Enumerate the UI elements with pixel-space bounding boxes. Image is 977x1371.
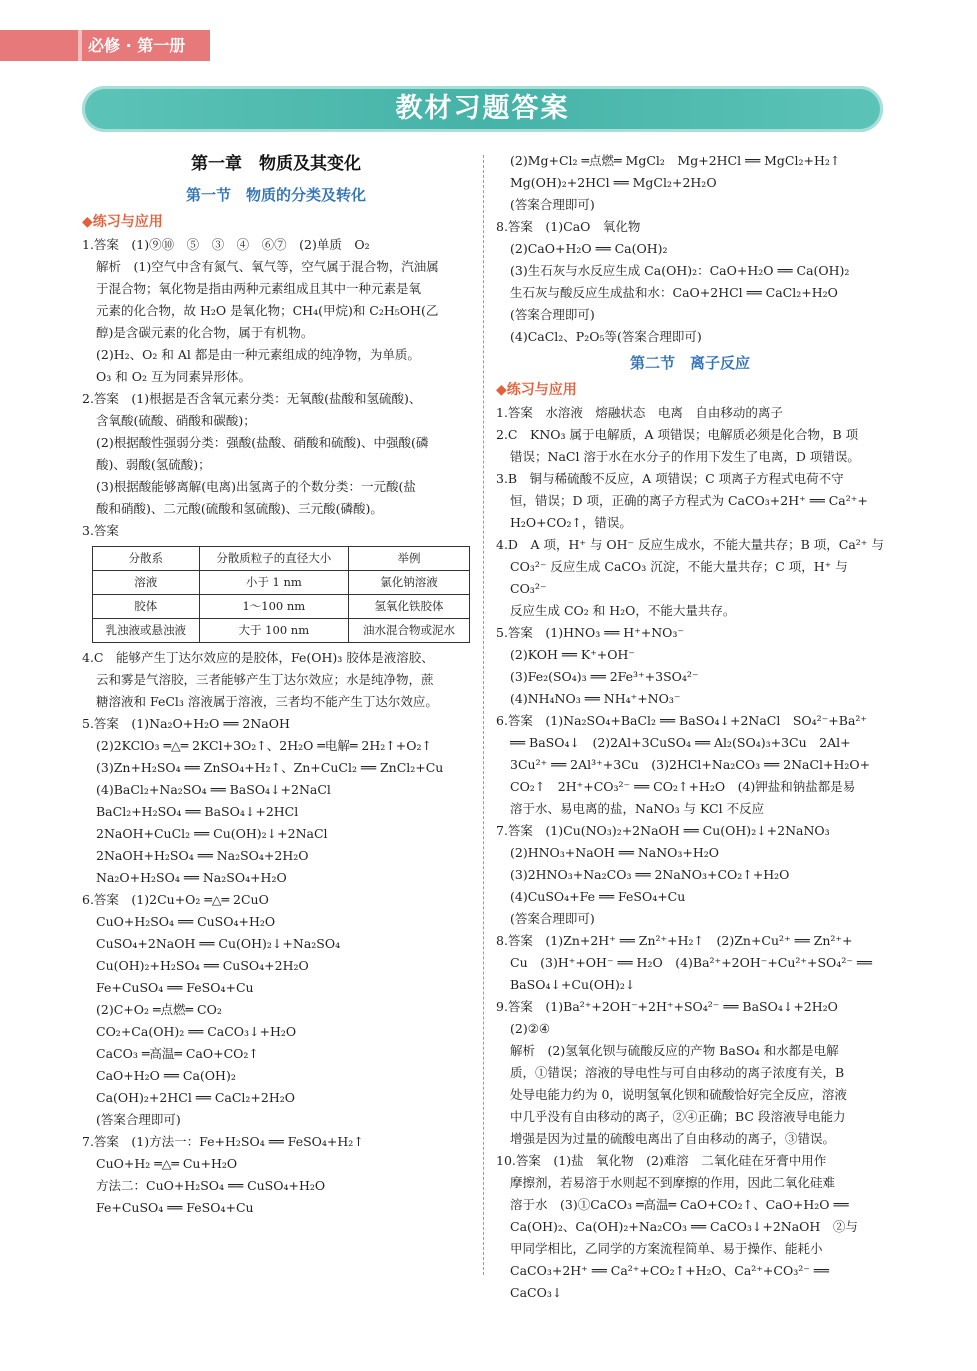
book-tag-text: 必修 · 第一册 xyxy=(88,36,186,55)
answer-line: 增强是因为过量的硫酸电离出了自由移动的离子，③错误。 xyxy=(510,1131,836,1146)
answer-line: H₂O+CO₂↑，错误。 xyxy=(510,515,632,530)
table-cell: 分散质粒子的直径大小 xyxy=(199,547,349,571)
answer-line: 5.答案 (1)HNO₃ ══ H⁺+NO₃⁻ xyxy=(496,625,684,640)
table-row xyxy=(93,571,470,595)
answer-line: 9.答案 (1)Ba²⁺+2OH⁻+2H⁺+SO₄²⁻ ══ BaSO₄↓+2H₂O xyxy=(496,999,838,1014)
answer-line: (2)HNO₃+NaOH ══ NaNO₃+H₂O xyxy=(510,845,720,860)
answer-line: 反应生成 CO₂ 和 H₂O，不能大量共存。 xyxy=(510,603,736,618)
q5-line: 2NaOH+CuCl₂ ══ Cu(OH)₂↓+2NaCl xyxy=(96,826,328,841)
banner-title: 教材习题答案 xyxy=(395,93,570,124)
q8-line: (答案合理即可) xyxy=(510,307,595,322)
dispersion-table xyxy=(92,546,470,643)
answer-line: Cu (3)H⁺+OH⁻ ══ H₂O (4)Ba²⁺+2OH⁻+Cu²⁺+SO₄²⁻ ══ xyxy=(510,955,872,970)
q7-line: 方法二：CuO+H₂SO₄ ══ CuSO₄+H₂O xyxy=(96,1178,326,1193)
table-row xyxy=(93,547,470,571)
answer-line: (2)KOH ══ K⁺+OH⁻ xyxy=(510,647,636,662)
q8-answer: 8.答案 (1)CaO 氧化物 xyxy=(496,219,641,234)
answer-line: 4.D A 项，H⁺ 与 OH⁻ 反应生成水，不能大量共存；B 项，Ca²⁺ 与 xyxy=(496,537,884,552)
table-cell: 大于 100 nm xyxy=(199,619,349,643)
answer-line: (答案合理即可) xyxy=(510,911,595,926)
q5-line: 2NaOH+H₂SO₄ ══ Na₂SO₄+2H₂O xyxy=(96,848,309,863)
chapter-title: 第一章 物质及其变化 xyxy=(191,154,361,174)
answer-line: 溶于水、易电离的盐，NaNO₃ 与 KCl 不反应 xyxy=(510,801,765,816)
practice-heading-2: ◆练习与应用 xyxy=(496,382,577,398)
answer-line: 中几乎没有自由移动的离子，②④正确；BC 段溶液导电能力 xyxy=(510,1109,846,1124)
table-cell: 溶液 xyxy=(93,571,200,595)
q6-line: CaCO₃ ═高温═ CaO+CO₂↑ xyxy=(96,1046,259,1061)
q8-line: (3)生石灰与水反应生成 Ca(OH)₂：CaO+H₂O ══ Ca(OH)₂ xyxy=(510,263,850,278)
answer-line: 甲同学相比，乙同学的方案流程简单、易于操作、能耗小 xyxy=(510,1241,823,1256)
table-cell: 分散系 xyxy=(93,547,200,571)
q6-line: CuO+H₂SO₄ ══ CuSO₄+H₂O xyxy=(96,914,276,929)
q2-line: 含氧酸(硫酸、硝酸和碳酸)； xyxy=(96,413,256,428)
answer-line: CO₃²⁻ 反应生成 CaCO₃ 沉淀，不能大量共存；C 项，H⁺ 与 CO₃²⁻ xyxy=(510,559,848,596)
q1-answer: 1.答案 (1)⑨⑩ ⑤ ③ ④ ⑥⑦ (2)单质 O₂ xyxy=(82,237,370,252)
section-title-2: 第二节 离子反应 xyxy=(629,354,750,372)
right-column xyxy=(496,150,884,1304)
answer-line: 3Cu²⁺ ══ 2Al³⁺+3Cu (3)2HCl+Na₂CO₃ ══ 2NaCl+H₂O+ xyxy=(510,757,871,772)
q2-answer: 2.答案 (1)根据是否含氧元素分类：无氧酸(盐酸和氢硫酸)、 xyxy=(82,391,422,406)
q3-answer: 3.答案 xyxy=(82,523,119,538)
q5-line: (2)2KClO₃ ═△═ 2KCl+3O₂↑、2H₂O ═电解═ 2H₂↑+O₂↑ xyxy=(96,738,432,753)
answer-line: 3.B 铜与稀硫酸不反应，A 项错误；C 项离子方程式电荷不守 xyxy=(496,471,844,486)
left-column xyxy=(82,150,470,1219)
q5-line: BaCl₂+H₂SO₄ ══ BaSO₄↓+2HCl xyxy=(96,804,299,819)
q6-line: CuSO₄+2NaOH ══ Cu(OH)₂↓+Na₂SO₄ xyxy=(96,936,341,951)
table-cell: 1～100 nm xyxy=(199,595,349,619)
table-cell: 小于 1 nm xyxy=(199,571,349,595)
answer-line: 解析 (2)氢氧化钡与硫酸反应的产物 BaSO₄ 和水都是电解 xyxy=(510,1043,839,1058)
q6-line: (2)C+O₂ ═点燃═ CO₂ xyxy=(96,1002,222,1017)
answer-line: 溶于水 (3)①CaCO₃ ═高温═ CaO+CO₂↑、CaO+H₂O ══ xyxy=(510,1197,849,1212)
q5-line: (3)Zn+H₂SO₄ ══ ZnSO₄+H₂↑、Zn+CuCl₂ ══ ZnCl₂+Cu xyxy=(96,760,444,775)
q8-line: (2)CaO+H₂O ══ Ca(OH)₂ xyxy=(510,241,668,256)
q2-line: (3)根据酸能够离解(电离)出氢离子的个数分类：一元酸(盐 xyxy=(96,479,416,494)
q5-line: Na₂O+H₂SO₄ ══ Na₂SO₄+H₂O xyxy=(96,870,287,885)
q6-line: Fe+CuSO₄ ══ FeSO₄+Cu xyxy=(96,980,254,995)
answer-line: 错误；NaCl 溶于水在水分子的作用下发生了电离，D 项错误。 xyxy=(510,449,860,464)
q7-line: Fe+CuSO₄ ══ FeSO₄+Cu xyxy=(96,1200,254,1215)
q6-line: CaO+H₂O ══ Ca(OH)₂ xyxy=(96,1068,236,1083)
answer-line: 1.答案 水溶液 熔融状态 电离 自由移动的离子 xyxy=(496,405,783,420)
q7-line: CuO+H₂ ═△═ Cu+H₂O xyxy=(96,1156,238,1171)
q6-answer: 6.答案 (1)2Cu+O₂ ═△═ 2CuO xyxy=(82,892,269,907)
q4-answer: 4.C 能够产生丁达尔效应的是胶体，Fe(OH)₃ 胶体是液溶胶、 xyxy=(82,650,434,665)
answer-line: (3)Fe₂(SO₄)₃ ══ 2Fe³⁺+3SO₄²⁻ xyxy=(510,669,699,684)
answer-line: 6.答案 (1)Na₂SO₄+BaCl₂ ══ BaSO₄↓+2NaCl SO₄²⁻+Ba²⁺ xyxy=(496,713,868,728)
q6-line: Ca(OH)₂+2HCl ══ CaCl₂+2H₂O xyxy=(96,1090,295,1105)
answer-line: ══ BaSO₄↓ (2)2Al+3CuSO₄ ══ Al₂(SO₄)₃+3Cu 2Al+ xyxy=(510,735,851,750)
q4-line: 云和雾是气溶胶，三者能够产生丁达尔效应；水是纯净物，蔗 xyxy=(96,672,434,687)
answer-line: 质，①错误；溶液的导电性与可自由移动的离子浓度有关，B xyxy=(510,1065,845,1080)
q6-line: Cu(OH)₂+H₂SO₄ ══ CuSO₄+2H₂O xyxy=(96,958,309,973)
answer-line: (4)CuSO₄+Fe ══ FeSO₄+Cu xyxy=(510,889,686,904)
table-cell: 氢氧化铁胶体 xyxy=(349,595,470,619)
answer-line: 摩擦剂，若易溶于水则起不到摩擦的作用，因此二氧化硅难 xyxy=(510,1175,836,1190)
answer-line: 2.C KNO₃ 属于电解质，A 项错误；电解质必须是化合物，B 项 xyxy=(496,427,859,442)
q2-line: 酸和硝酸)、二元酸(硫酸和氢硫酸)、三元酸(磷酸)。 xyxy=(96,501,383,516)
q5-answer: 5.答案 (1)Na₂O+H₂O ══ 2NaOH xyxy=(82,716,290,731)
q7-cont-line: Mg(OH)₂+2HCl ══ MgCl₂+2H₂O xyxy=(510,175,717,190)
practice-heading: ◆练习与应用 xyxy=(82,214,163,230)
table-row xyxy=(93,619,470,643)
page-banner xyxy=(82,86,883,132)
q7-cont-line: (2)Mg+Cl₂ ═点燃═ MgCl₂ Mg+2HCl ══ MgCl₂+H₂↑ xyxy=(510,153,841,168)
answer-line: (2)②④ xyxy=(510,1021,551,1036)
answer-line: BaSO₄↓+Cu(OH)₂↓ xyxy=(510,977,636,992)
q7-cont-line: (答案合理即可) xyxy=(510,197,595,212)
answer-line: (4)NH₄NO₃ ══ NH₄⁺+NO₃⁻ xyxy=(510,691,681,706)
answer-line: CaCO₃+2H⁺ ══ Ca²⁺+CO₂↑+H₂O、Ca²⁺+CO₃²⁻ ══ CaCO₃↓ xyxy=(510,1263,829,1300)
answer-line: 8.答案 (1)Zn+2H⁺ ══ Zn²⁺+H₂↑ (2)Zn+Cu²⁺ ══ Zn²⁺+ xyxy=(496,933,853,948)
section-title: 第一节 物质的分类及转化 xyxy=(185,186,366,204)
q2-line: (2)根据酸性强弱分类：强酸(盐酸、硝酸和硫酸)、中强酸(磷 xyxy=(96,435,429,450)
q8-line: 生石灰与酸反应生成盐和水：CaO+2HCl ══ CaCl₂+H₂O xyxy=(510,285,838,300)
answer-line: 处导电能力约为 0，说明氢氧化钡和硫酸恰好完全反应，溶液 xyxy=(510,1087,847,1102)
q7-answer: 7.答案 (1)方法一：Fe+H₂SO₄ ══ FeSO₄+H₂↑ xyxy=(82,1134,364,1149)
q5-line: (4)BaCl₂+Na₂SO₄ ══ BaSO₄↓+2NaCl xyxy=(96,782,331,797)
q1-line: 解析 (1)空气中含有氮气、氧气等，空气属于混合物，汽油属 xyxy=(96,259,439,274)
answer-line: 10.答案 (1)盐 氧化物 (2)难溶 二氧化硅在牙膏中用作 xyxy=(496,1153,827,1168)
q1-line: O₃ 和 O₂ 互为同素异形体。 xyxy=(96,369,251,384)
q6-line: CO₂+Ca(OH)₂ ══ CaCO₃↓+H₂O xyxy=(96,1024,297,1039)
answer-line: 7.答案 (1)Cu(NO₃)₂+2NaOH ══ Cu(OH)₂↓+2NaNO₃ xyxy=(496,823,830,838)
column-divider xyxy=(483,155,484,1275)
q2-line: 酸)、弱酸(氢硫酸)； xyxy=(96,457,211,472)
q6-line: (答案合理即可) xyxy=(96,1112,181,1127)
answer-line: Ca(OH)₂、Ca(OH)₂+Na₂CO₃ ══ CaCO₃↓+2NaOH ②与 xyxy=(510,1219,858,1234)
q1-line: 醇)是含碳元素的化合物，属于有机物。 xyxy=(96,325,314,340)
q4-line: 糖溶液和 FeCl₃ 溶液属于溶液，三者均不能产生丁达尔效应。 xyxy=(96,694,438,709)
table-cell: 胶体 xyxy=(93,595,200,619)
q1-line: 元素的化合物，故 H₂O 是氧化物；CH₄(甲烷)和 C₂H₅OH(乙 xyxy=(96,303,439,318)
answer-line: 恒，错误；D 项，正确的离子方程式为 CaCO₃+2H⁺ ══ Ca²⁺+ xyxy=(510,493,868,508)
table-cell: 氯化钠溶液 xyxy=(349,571,470,595)
table-cell: 乳浊液或悬浊液 xyxy=(93,619,200,643)
q1-line: 于混合物；氧化物是指由两种元素组成且其中一种元素是氧 xyxy=(96,281,422,296)
table-cell: 举例 xyxy=(349,547,470,571)
book-tag xyxy=(0,30,210,61)
q8-line: (4)CaCl₂、P₂O₅等(答案合理即可) xyxy=(510,329,702,344)
q1-line: (2)H₂、O₂ 和 Al 都是由一种元素组成的纯净物，为单质。 xyxy=(96,347,420,362)
table-row xyxy=(93,595,470,619)
tag-stripe xyxy=(78,30,82,61)
table-cell: 油水混合物或泥水 xyxy=(349,619,470,643)
answer-line: CO₂↑ 2H⁺+CO₃²⁻ ══ CO₂↑+H₂O (4)钾盐和钠盐都是易 xyxy=(510,779,856,794)
answer-line: (3)2HNO₃+Na₂CO₃ ══ 2NaNO₃+CO₂↑+H₂O xyxy=(510,867,790,882)
